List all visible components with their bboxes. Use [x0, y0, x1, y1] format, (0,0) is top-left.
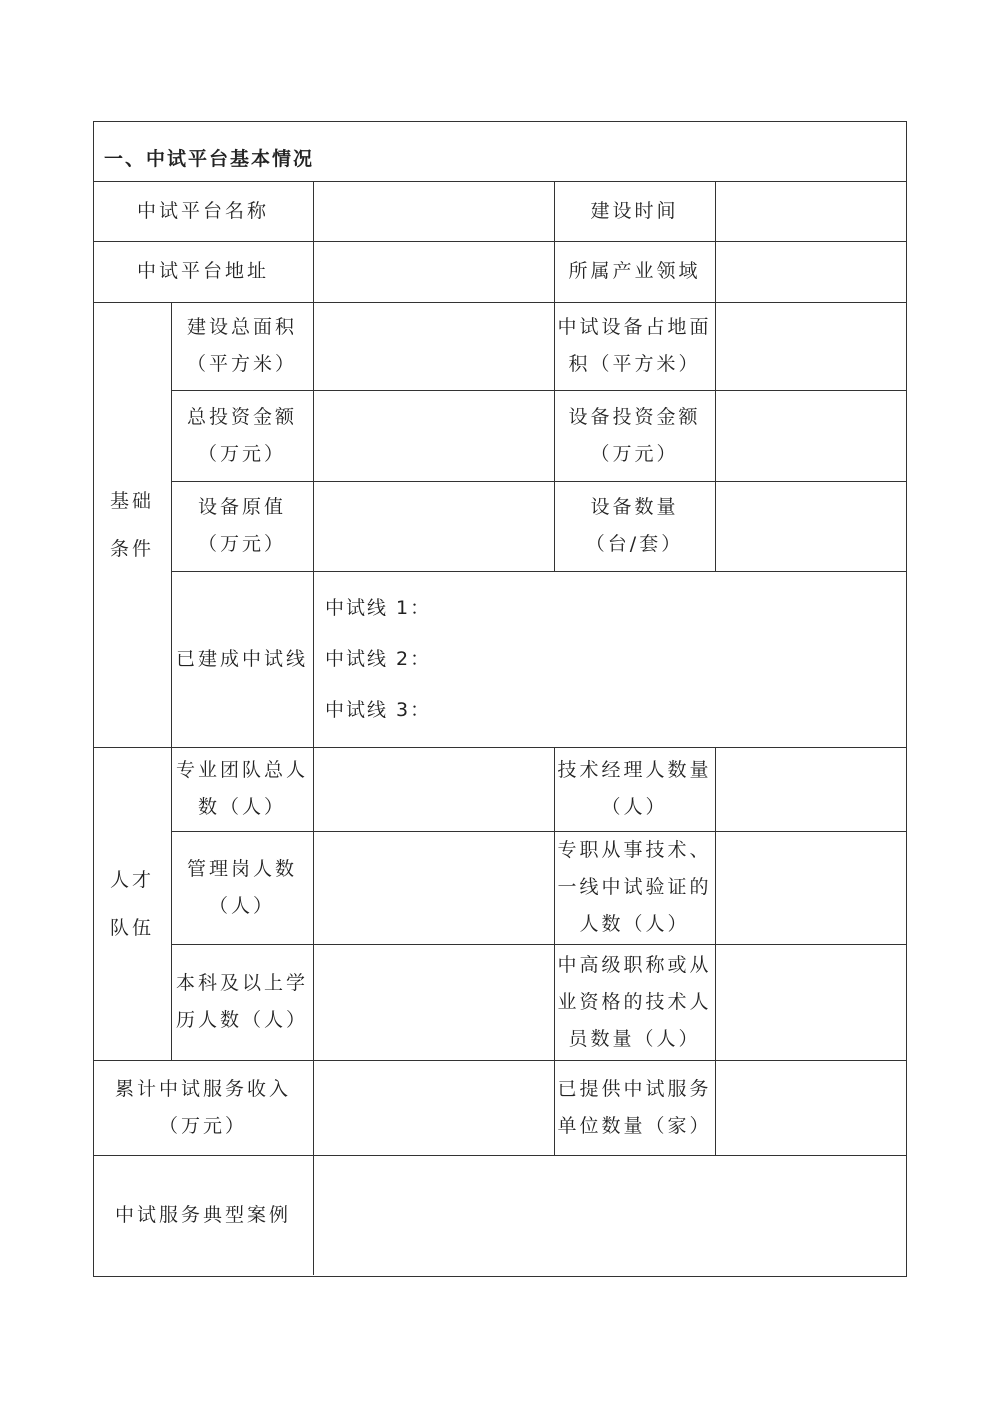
field-team-total[interactable]: [313, 747, 554, 831]
field-total-investment[interactable]: [313, 390, 554, 481]
label-text: （万元）: [158, 1114, 247, 1137]
label-cumulative-income: [93, 1060, 313, 1155]
field-equipment-count[interactable]: [715, 481, 906, 571]
label-text: 所属产业领域: [568, 260, 701, 282]
label-total-area: [171, 302, 313, 390]
label-tech-managers: [554, 747, 715, 831]
pilot-line-1-label: 中试线 1：: [325, 596, 432, 619]
label-text: 中试平台地址: [136, 260, 269, 282]
label-total-investment: [171, 390, 313, 481]
label-text: 专业团队总人: [175, 759, 308, 781]
label-served-units: [554, 1060, 715, 1155]
pilot-line-3-label: 中试线 3：: [325, 698, 432, 721]
field-dedicated-staff[interactable]: [715, 831, 906, 944]
label-text: 专职从事技术、: [557, 839, 712, 861]
field-total-area[interactable]: [313, 302, 554, 390]
label-text: 业资格的技术人: [557, 990, 712, 1013]
label-text: 累计中试服务收入: [114, 1077, 291, 1100]
label-platform-address: [93, 241, 313, 302]
group-label-line: 人才: [109, 868, 154, 891]
field-platform-name[interactable]: [313, 181, 554, 241]
label-text: 建设总面积: [186, 316, 297, 338]
label-bachelor-staff: [171, 944, 313, 1060]
label-management-staff: [171, 831, 313, 944]
label-text: （人）: [208, 894, 275, 917]
group-basic-conditions: [93, 302, 171, 747]
label-text: 单位数量（家）: [557, 1114, 712, 1137]
label-text: （人）: [601, 796, 668, 818]
label-text: 管理岗人数: [186, 857, 297, 880]
label-text: （平方米）: [186, 353, 297, 375]
label-text: 中高级职称或从: [557, 953, 712, 976]
label-text: （万元）: [590, 442, 679, 465]
label-build-time: [554, 181, 715, 241]
label-text: 设备数量: [590, 496, 679, 518]
label-text: 一线中试验证的: [557, 876, 712, 898]
field-served-units[interactable]: [715, 1060, 906, 1155]
field-built-lines[interactable]: [313, 571, 906, 747]
label-text: 人数（人）: [579, 913, 690, 935]
label-text: 本科及以上学: [175, 972, 308, 994]
label-text: 中试平台名称: [136, 199, 269, 222]
group-label-line: 基础: [109, 489, 154, 512]
label-text: （台/套）: [585, 533, 684, 555]
label-text: 中试设备占地面: [557, 316, 712, 338]
group-talent-team: [93, 747, 171, 1060]
field-tech-managers[interactable]: [715, 747, 906, 831]
label-equipment-area: [554, 302, 715, 390]
label-text: 历人数（人）: [175, 1009, 308, 1031]
label-equipment-count: [554, 481, 715, 571]
section-title: 一、中试平台基本情况: [104, 148, 315, 170]
pilot-line-2-label: 中试线 2：: [325, 647, 432, 670]
field-equipment-area[interactable]: [715, 302, 906, 390]
label-industry-field: [554, 241, 715, 302]
label-text: （万元）: [197, 442, 286, 465]
label-text: 积（平方米）: [568, 353, 701, 375]
label-equipment-investment: [554, 390, 715, 481]
field-senior-title-staff[interactable]: [715, 944, 906, 1060]
label-senior-title-staff: [554, 944, 715, 1060]
group-label-line: 队伍: [109, 916, 154, 939]
field-typical-cases[interactable]: [313, 1155, 906, 1275]
label-text: 中试服务典型案例: [114, 1203, 291, 1226]
label-dedicated-staff: [554, 831, 715, 944]
label-text: 员数量（人）: [568, 1027, 701, 1050]
field-build-time[interactable]: [715, 181, 906, 241]
label-text: 总投资金额: [186, 405, 297, 428]
label-built-lines: [171, 571, 313, 747]
label-text: 已建成中试线: [175, 647, 308, 670]
label-team-total: [171, 747, 313, 831]
field-cumulative-income[interactable]: [313, 1060, 554, 1155]
label-text: 建设时间: [590, 199, 679, 222]
label-text: 已提供中试服务: [557, 1077, 712, 1100]
label-text: 设备投资金额: [568, 405, 701, 428]
field-equipment-investment[interactable]: [715, 390, 906, 481]
field-industry-field[interactable]: [715, 241, 906, 302]
label-platform-name: [93, 181, 313, 241]
label-typical-cases: [93, 1155, 313, 1275]
field-platform-address[interactable]: [313, 241, 554, 302]
field-management-staff[interactable]: [313, 831, 554, 944]
field-bachelor-staff[interactable]: [313, 944, 554, 1060]
label-equipment-value: [171, 481, 313, 571]
field-equipment-value[interactable]: [313, 481, 554, 571]
label-text: （万元）: [197, 533, 286, 555]
label-text: 数（人）: [197, 796, 286, 818]
group-label-line: 条件: [109, 537, 154, 560]
label-text: 技术经理人数量: [557, 759, 712, 781]
label-text: 设备原值: [197, 496, 286, 518]
